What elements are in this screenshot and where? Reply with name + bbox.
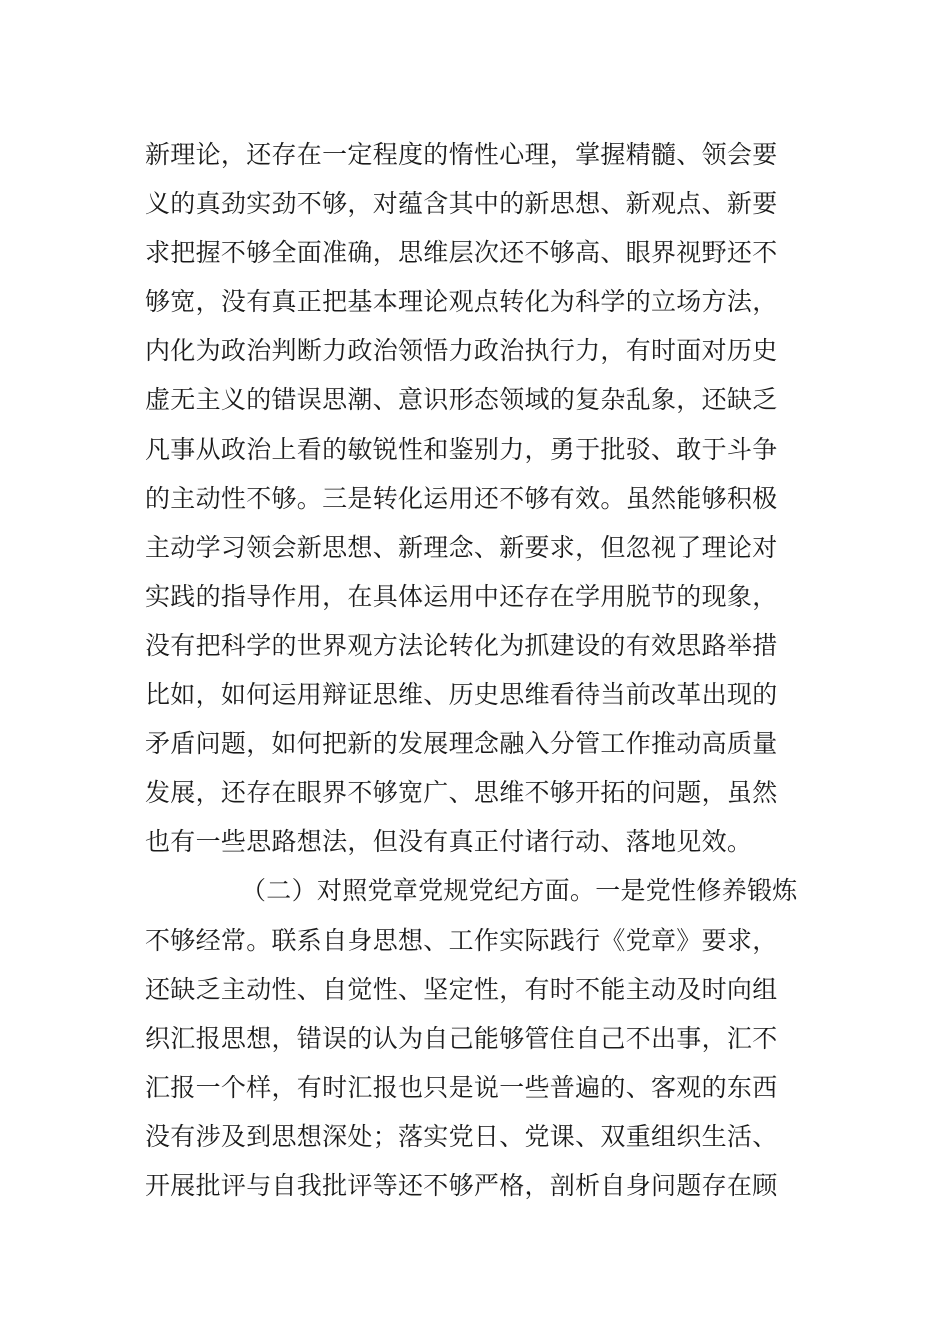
text-line: 汇报一个样，有时汇报也只是说一些普遍的、客观的东西 — [145, 1072, 778, 1102]
text-line: 凡事从政治上看的敏锐性和鉴别力，勇于批驳、敢于斗争 — [145, 434, 778, 464]
text-line: 内化为政治判断力政治领悟力政治执行力，有时面对历史 — [145, 336, 778, 366]
text-line: 的主动性不够。三是转化运用还不够有效。虽然能够积极 — [145, 483, 778, 513]
text-line: 求把握不够全面准确，思维层次还不够高、眼界视野还不 — [145, 238, 778, 268]
text-line: 发展，还存在眼界不够宽广、思维不够开拓的问题，虽然 — [145, 778, 778, 808]
text-line: 够宽，没有真正把基本理论观点转化为科学的立场方法， — [145, 287, 778, 317]
section-heading-line: （二）对照党章党规党纪方面。一是党性修养锻炼 — [241, 876, 798, 906]
text-line: 也有一些思路想法，但没有真正付诸行动、落地见效。 — [145, 827, 753, 857]
body-text — [145, 130, 810, 1210]
text-line: 义的真劲实劲不够，对蕴含其中的新思想、新观点、新要 — [145, 189, 778, 219]
text-line: 实践的指导作用，在具体运用中还存在学用脱节的现象， — [145, 581, 778, 611]
text-line: 虚无主义的错误思潮、意识形态领域的复杂乱象，还缺乏 — [145, 385, 778, 415]
text-line: 新理论，还存在一定程度的惰性心理，掌握精髓、领会要 — [145, 140, 778, 169]
text-line: 不够经常。联系自身思想、工作实际践行《党章》要求， — [145, 925, 778, 955]
text-line: 还缺乏主动性、自觉性、坚定性，有时不能主动及时向组 — [145, 974, 778, 1004]
text-line: 织汇报思想，错误的认为自己能够管住自己不出事，汇不 — [145, 1023, 778, 1053]
text-line: 矛盾问题，如何把新的发展理念融入分管工作推动高质量 — [145, 729, 778, 759]
text-line: 没有涉及到思想深处；落实党日、党课、双重组织生活、 — [145, 1121, 778, 1151]
text-line: 比如，如何运用辩证思维、历史思维看待当前改革出现的 — [145, 680, 778, 710]
text-line: 没有把科学的世界观方法论转化为抓建设的有效思路举措 — [145, 630, 778, 660]
text-line: 主动学习领会新思想、新理念、新要求，但忽视了理论对 — [145, 532, 778, 562]
text-line: 开展批评与自我批评等还不够严格，剖析自身问题存在顾 — [145, 1170, 778, 1200]
